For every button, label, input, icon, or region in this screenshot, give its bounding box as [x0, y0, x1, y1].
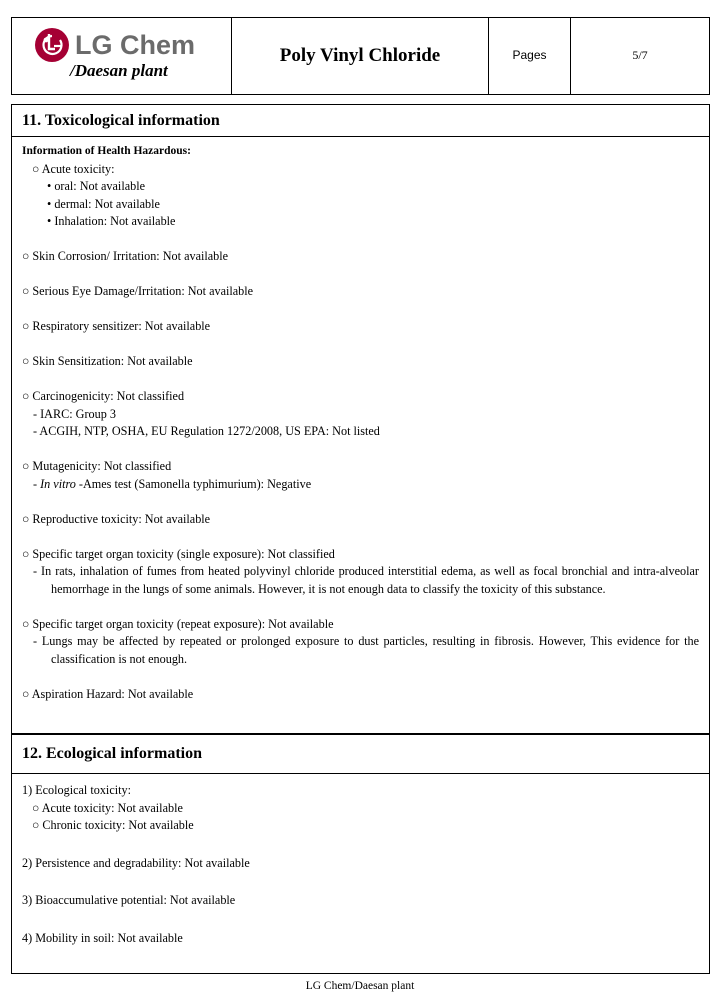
- aspiration-hazard: ○ Aspiration Hazard: Not available: [22, 686, 194, 701]
- document-title: Poly Vinyl Chloride: [279, 45, 441, 66]
- acgih-item: - ACGIH, NTP, OSHA, EU Regulation 1272/2008, US EPA: Not listed: [33, 424, 380, 438]
- mobility-in-soil: 4) Mobility in soil: Not available: [22, 930, 183, 945]
- stot-repeat: ○ Specific target organ toxicity (repeat exposure): Not available: [22, 616, 334, 631]
- page-number: 5/7: [632, 48, 648, 62]
- acute-toxicity: ○ Acute toxicity:: [32, 161, 115, 176]
- respiratory-sensitizer: ○ Respiratory sensitizer: Not available: [22, 319, 211, 333]
- carcinogenicity: ○ Carcinogenicity: Not classified: [22, 389, 185, 403]
- page-footer: LG Chem/Daesan plant: [305, 980, 415, 992]
- bioaccumulative: 3) Bioaccumulative potential: Not available: [22, 893, 236, 907]
- section-content: [12, 137, 709, 703]
- eye-damage: ○ Serious Eye Damage/Irritation: Not available: [22, 284, 254, 298]
- dermal-item: • dermal: Not available: [47, 196, 160, 211]
- reproductive-toxicity: ○ Reproductive toxicity: Not available: [22, 511, 211, 526]
- persistence: 2) Persistence and degradability: Not available: [22, 855, 250, 870]
- title-cell: [232, 18, 489, 94]
- logo-cell: [12, 18, 232, 94]
- oral-item: • oral: Not available: [47, 179, 146, 193]
- lg-logo-icon: [34, 27, 70, 63]
- stot-repeat-note: - Lungs may be affected by repeated or prolonged exposure to dust particles, resulting in fibrosis. However, This evidence for the classification is not enough.: [33, 634, 699, 666]
- section-ecological: [11, 734, 710, 974]
- section-heading: 11. Toxicological information: [12, 105, 709, 137]
- eco-chronic-toxicity: ○ Chronic toxicity: Not available: [32, 818, 194, 832]
- logo-text: LG Chem: [75, 29, 196, 60]
- in-vitro-item: - In vitro -Ames test (Samonella typhimurium): Negative: [33, 476, 312, 491]
- stot-single-note: - In rats, inhalation of fumes from heated polyvinyl chloride produced interstitial edema, as well as focal bronchial and intra-alveolar hemorrhage in the lungs of some animals. However, it is not enough data to classify the toxicity of this substance.: [33, 564, 699, 596]
- skin-corrosion: ○ Skin Corrosion/ Irritation: Not available: [22, 249, 229, 263]
- eco-acute-toxicity: ○ Acute toxicity: Not available: [32, 800, 183, 815]
- section-heading: 12. Ecological information: [12, 734, 709, 774]
- pages-label: Pages: [512, 48, 547, 62]
- subheading: Information of Health Hazardous:: [22, 145, 191, 157]
- skin-sensitization: ○ Skin Sensitization: Not available: [22, 354, 193, 368]
- mutagenicity: ○ Mutagenicity: Not classified: [22, 459, 172, 473]
- plant-name: /Daesan plant: [70, 61, 168, 80]
- pages-label-cell: [489, 18, 571, 94]
- iarc-item: - IARC: Group 3: [33, 406, 116, 421]
- inhalation-item: • Inhalation: Not available: [47, 214, 176, 228]
- lg-chem-logo: [34, 27, 195, 63]
- pages-value-cell: [571, 18, 709, 94]
- section-content: [12, 774, 709, 947]
- document-header: [11, 17, 710, 95]
- ecological-toxicity: 1) Ecological toxicity:: [22, 783, 131, 797]
- stot-single: ○ Specific target organ toxicity (single exposure): Not classified: [22, 546, 335, 561]
- section-toxicological: [11, 104, 710, 734]
